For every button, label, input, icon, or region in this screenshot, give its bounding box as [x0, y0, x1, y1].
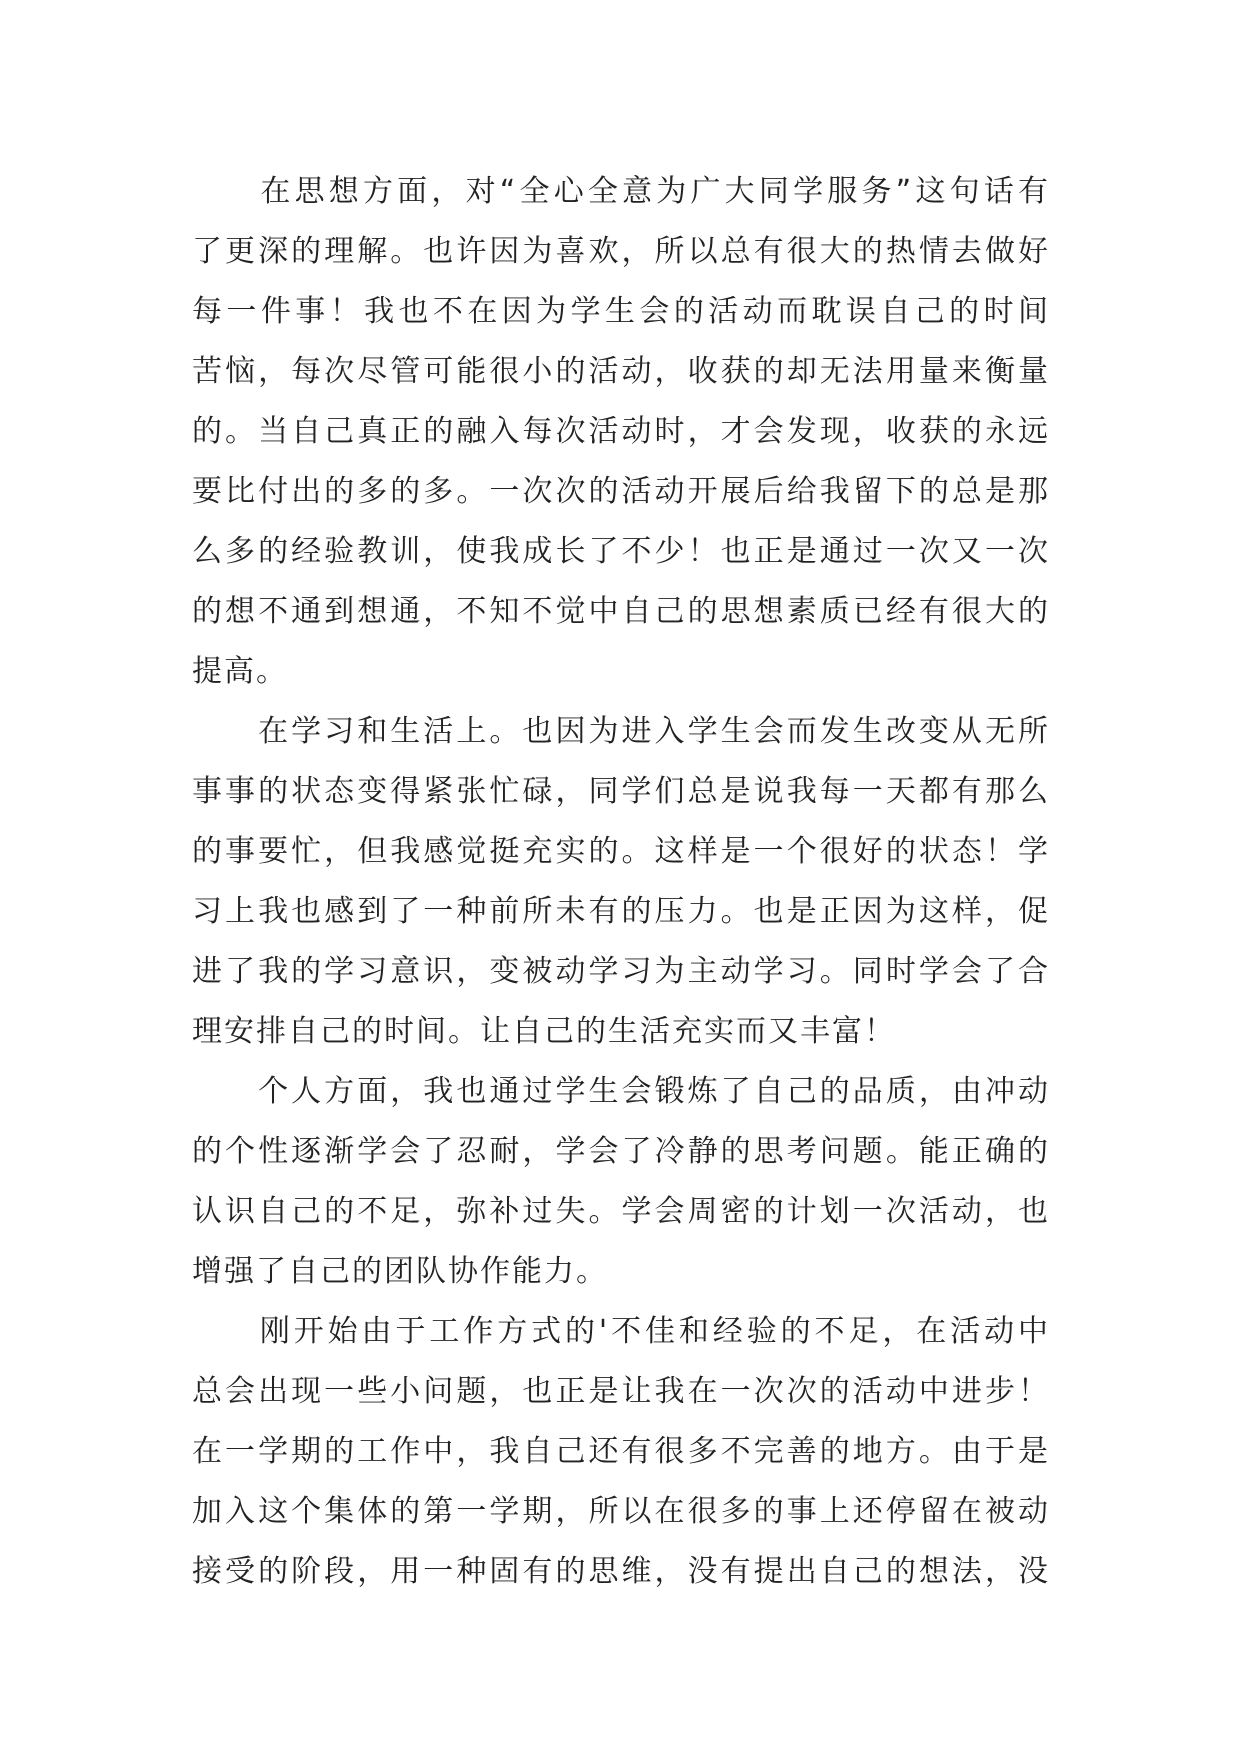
text-line: 要比付出的多的多。一次次的活动开展后给我留下的总是那	[192, 474, 1050, 509]
text-line: 的事要忙，但我感觉挺充实的。这样是一个很好的状态！学	[192, 834, 1050, 869]
text-line: 每一件事！我也不在因为学生会的活动而耽误自己的时间	[192, 294, 1050, 329]
text-line: 刚开始由于工作方式的'不佳和经验的不足，在活动中	[192, 1314, 1050, 1349]
text-line: 在学习和生活上。也因为进入学生会而发生改变从无所	[192, 714, 1050, 749]
text-line: 认识自己的不足，弥补过失。学会周密的计划一次活动，也	[192, 1194, 1050, 1229]
text-line: 事事的状态变得紧张忙碌，同学们总是说我每一天都有那么	[192, 774, 1050, 809]
text-line: 的。当自己真正的融入每次活动时，才会发现，收获的永远	[192, 414, 1050, 449]
body-text	[192, 162, 1050, 1602]
text-line: 接受的阶段，用一种固有的思维，没有提出自己的想法，没	[192, 1554, 1050, 1589]
text-line: 的想不通到想通，不知不觉中自己的思想素质已经有很大的	[192, 594, 1050, 629]
text-line: 增强了自己的团队协作能力。	[192, 1254, 608, 1289]
text-line: 苦恼，每次尽管可能很小的活动，收获的却无法用量来衡量	[192, 354, 1050, 389]
text-line: 个人方面，我也通过学生会锻炼了自己的品质，由冲动	[192, 1074, 1050, 1109]
text-line: 么多的经验教训，使我成长了不少！也正是通过一次又一次	[192, 534, 1050, 569]
text-line: 习上我也感到了一种前所未有的压力。也是正因为这样，促	[192, 894, 1050, 929]
text-line: 在一学期的工作中，我自己还有很多不完善的地方。由于是	[192, 1434, 1050, 1469]
text-line: 加入这个集体的第一学期，所以在很多的事上还停留在被动	[192, 1494, 1050, 1529]
text-line: 的个性逐渐学会了忍耐，学会了冷静的思考问题。能正确的	[192, 1134, 1050, 1169]
text-line: 提高。	[192, 654, 288, 689]
text-line: 了更深的理解。也许因为喜欢，所以总有很大的热情去做好	[192, 234, 1050, 269]
text-line: 在思想方面，对“全心全意为广大同学服务”这句话有	[192, 174, 1050, 209]
text-line: 理安排自己的时间。让自己的生活充实而又丰富！	[192, 1014, 896, 1049]
text-line: 总会出现一些小问题，也正是让我在一次次的活动中进步！	[192, 1374, 1050, 1409]
text-line: 进了我的学习意识，变被动学习为主动学习。同时学会了合	[192, 954, 1050, 989]
